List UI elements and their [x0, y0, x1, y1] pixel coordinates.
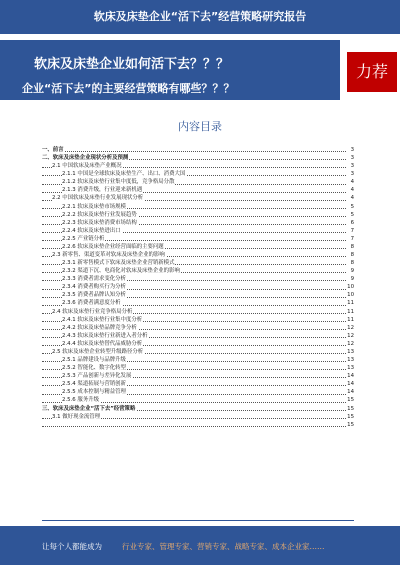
toc-entry-page: 14 [347, 389, 354, 396]
toc-entry-text: 2.4.4 软床及床垫替代品威胁分析 [62, 340, 143, 347]
toc-entry[interactable] [42, 283, 354, 291]
toc-entry[interactable] [42, 178, 354, 186]
toc-entry-text: 2.1 中国软床及床垫产业概况 [52, 163, 122, 170]
toc-entry-text: 2.3.4 消费者购买行为分析 [62, 284, 126, 291]
toc-entry-page: 12 [347, 332, 354, 339]
report-header-bar [0, 0, 400, 34]
toc-entry-text: 2.5 软床及床垫企业转型升级路径分析 [52, 348, 144, 355]
toc-entry-text: 3.1 做好现金流管理 [52, 413, 101, 420]
toc-entry[interactable] [42, 203, 354, 211]
toc-entry-page: 8 [350, 252, 354, 259]
toc-entry-page: 15 [347, 405, 354, 412]
toc-entry-page: 4 [350, 187, 354, 194]
toc-entry-text: 2.3.3 消费者需求变化分析 [62, 276, 126, 283]
toc-entry-page: 11 [347, 308, 354, 315]
toc-entry-page: 3 [350, 147, 354, 153]
toc-entry[interactable] [42, 364, 354, 372]
toc-entry-text: 2.2 中国软床及床垫行业发展现状分析 [52, 195, 144, 202]
toc-entry-text: 2.5.6 服务升级 [62, 397, 99, 404]
banner-subheadline: 企业“活下去”的主要经营策略有哪些？？？ [22, 82, 235, 95]
toc-title: 内容目录 [178, 120, 222, 133]
toc-entry-page: 13 [347, 365, 354, 372]
toc-entry-page: 3 [350, 171, 354, 178]
toc-entry[interactable] [42, 162, 354, 170]
toc-entry-text: 2.3 新零售、渠道变革对软床及床垫企业的影响 [52, 252, 165, 259]
toc-entry-page: 11 [347, 300, 354, 307]
toc-entry-text: 2.2.3 软床及床垫消费市场结构 [62, 219, 137, 226]
toc-entry-text: 2.2.5 产业链分析 [62, 235, 105, 242]
toc-entry-text: 三、软床及床垫企业“活下去”经营策略 [42, 405, 136, 412]
toc-entry-page: 3 [350, 155, 354, 162]
toc-entry-text: 2.2.1 软床及床垫市场规模 [62, 203, 126, 210]
toc-entry-page: 3 [350, 163, 354, 170]
toc-entry-page: 11 [347, 316, 354, 323]
toc-entry-text: 2.5.4 渠道拓展与营销创新 [62, 381, 126, 388]
toc-entry-text: 2.4.3 软床及床垫行业新进入者分析 [62, 332, 148, 339]
footer-roles: 行业专家、管理专家、营销专家、战略专家、成本企业家…… [122, 542, 325, 551]
toc-entry[interactable] [42, 227, 354, 235]
toc-entry-text: 2.4.2 软床及床垫品牌竞争分析 [62, 324, 137, 331]
toc-entry-page: 9 [350, 268, 354, 275]
toc-entry-text: 2.3.2 渠道下沉、电商化对软床及床垫企业的影响 [62, 268, 180, 275]
toc-entry-text [62, 422, 63, 428]
toc-entry-text: 2.5.1 品牌建设与品牌升级 [62, 357, 126, 364]
toc-entry-page: 14 [347, 373, 354, 380]
toc-entry-page: 14 [347, 381, 354, 388]
toc-entry-text: 2.5.5 成本控制与精益管理 [62, 389, 126, 396]
toc-entry-page: 10 [347, 284, 354, 291]
toc-entry-text: 2.3.6 消费者满意度分析 [62, 300, 121, 307]
toc-entry-text: 2.2.2 软床及床垫行业发展趋势 [62, 211, 137, 218]
toc-leader-dots [42, 426, 346, 427]
toc-entry[interactable] [42, 267, 354, 275]
toc-entry-page: 7 [350, 235, 354, 242]
toc-entry-page: 6 [350, 219, 354, 226]
toc-entry[interactable] [42, 251, 354, 259]
toc-entry[interactable] [42, 372, 354, 380]
toc-entry[interactable] [42, 405, 354, 413]
toc-entry-text: 2.1.3 消费升级，行业迎来新机遇 [62, 187, 143, 194]
toc-entry-text: 2.5.3 产品创新与差异化发展 [62, 373, 132, 380]
toc-entry[interactable] [42, 146, 354, 154]
toc-entry[interactable] [42, 413, 354, 421]
toc-entry-page: 13 [347, 357, 354, 364]
toc-entry-text: 2.2.4 软床及床垫进出口 [62, 227, 121, 234]
toc-entry[interactable] [42, 380, 354, 388]
toc-entry-text: 2.1.1 中国是全球软床及床垫生产、出口、消费大国 [62, 171, 186, 178]
toc-entry-page: 8 [350, 260, 354, 267]
toc-entry-page: 12 [347, 340, 354, 347]
toc-entry[interactable] [42, 291, 354, 299]
toc-entry[interactable] [42, 170, 354, 178]
toc-entry-page: 13 [347, 348, 354, 355]
recommend-badge: 力荐 [347, 52, 397, 92]
toc-entry[interactable] [42, 356, 354, 364]
toc-entry[interactable] [42, 186, 354, 194]
toc-entry[interactable] [42, 259, 354, 267]
toc-entry-page: 4 [350, 179, 354, 186]
toc-entry[interactable] [42, 154, 354, 162]
toc-entry-text: 2.4.1 软床及床垫行业集中度分析 [62, 316, 143, 323]
toc-entry[interactable] [42, 332, 354, 340]
toc-entry-text: 2.5.2 智能化、数字化转型 [62, 365, 126, 372]
toc-entry[interactable] [42, 299, 354, 307]
toc-entry-page: 4 [350, 195, 354, 202]
table-of-contents [42, 146, 354, 429]
toc-entry-page: 7 [350, 227, 354, 234]
toc-entry-text: 2.1.2 软床及床垫行业集中度低，竞争格局分散 [62, 179, 175, 186]
toc-entry[interactable] [42, 308, 354, 316]
footer-slogan: 让每个人都能成为 [42, 542, 102, 551]
toc-entry-page: 15 [347, 413, 354, 420]
toc-entry-text: 一、前言 [42, 147, 64, 153]
toc-entry-page: 5 [350, 203, 354, 210]
toc-entry[interactable] [42, 243, 354, 251]
toc-entry-page: 9 [350, 276, 354, 283]
toc-entry-page: 15 [347, 397, 354, 404]
toc-entry-text: 二、软床及床垫企业现状分析及预测 [42, 155, 129, 162]
toc-entry[interactable] [42, 421, 354, 429]
toc-entry[interactable] [42, 340, 354, 348]
toc-entry[interactable] [42, 324, 354, 332]
toc-leader-dots [42, 151, 346, 152]
toc-entry-page: 15 [347, 421, 354, 428]
toc-entry-text: 2.3.5 消费者品牌认知分析 [62, 292, 126, 299]
toc-entry[interactable] [42, 194, 354, 202]
toc-entry-page: 8 [350, 243, 354, 250]
toc-entry[interactable] [42, 235, 354, 243]
toc-entry-page: 5 [350, 211, 354, 218]
toc-entry[interactable] [42, 396, 354, 404]
toc-entry[interactable] [42, 275, 354, 283]
toc-entry[interactable] [42, 388, 354, 396]
toc-entry-text: 2.3.1 新零售模式下软床及床垫企业营销新模式 [62, 260, 175, 267]
toc-entry-text: 2.4 软床及床垫行业竞争格局分析 [52, 308, 133, 315]
toc-entry[interactable] [42, 348, 354, 356]
toc-entry[interactable] [42, 219, 354, 227]
title-banner [0, 40, 340, 100]
footer-bar [0, 526, 400, 565]
banner-headline: 软床及床垫企业如何活下去？？？ [34, 57, 230, 72]
toc-entry-page: 10 [347, 292, 354, 299]
toc-entry[interactable] [42, 211, 354, 219]
toc-entry[interactable] [42, 316, 354, 324]
footer-divider [42, 520, 354, 521]
toc-entry-text: 2.2.6 软床及床垫企业经营面临的主要问题 [62, 243, 164, 250]
toc-entry-page: 12 [347, 324, 354, 331]
report-header-title: 软床及床垫企业“活下去”经营策略研究报告 [93, 10, 307, 23]
